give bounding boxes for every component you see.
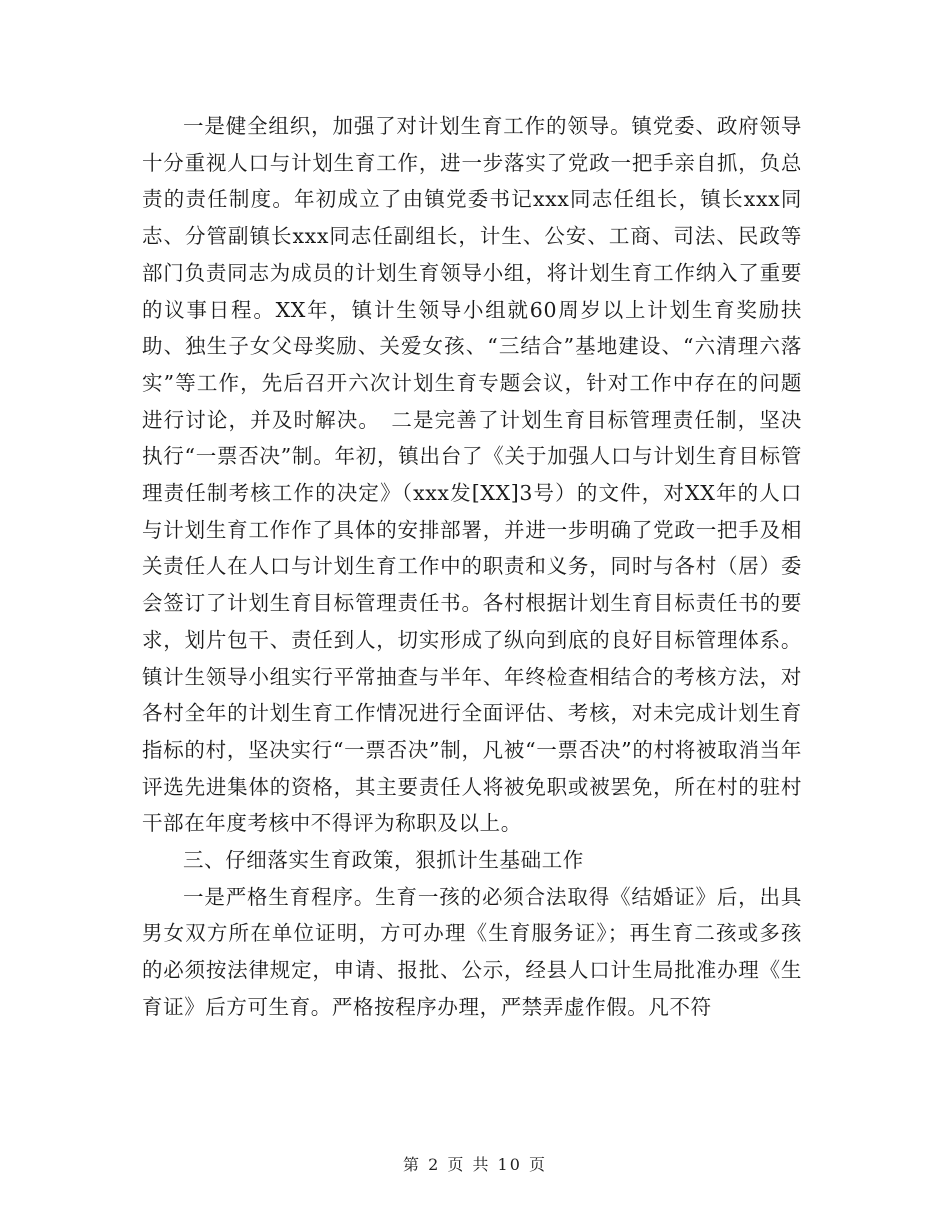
paragraph-birth-procedure: 一是严格生育程序。生育一孩的必须合法取得《结婚证》后，出具男女双方所在单位证明，方可办理《生育服务证》；再生育二孩或多孩的必须按法律规定，申请、报批、公示，经县人口计生局批准办理《生育证》后方可生育。严格按程序办理，严禁弄虚作假。凡不符 — [142, 884, 802, 1019]
page-footer: 第 2 页 共 10 页 — [403, 1155, 547, 1174]
paragraph-organization: 一是健全组织，加强了对计划生育工作的领导。镇党委、政府领导十分重视人口与计划生育工作，进一步落实了党政一把手亲自抓，负总责的责任制度。年初成立了由镇党委书记xxx同志任组长，镇长xxx同志、分管副镇长xxx同志任副组长，计生、公安、工商、司法、民政等部门负责同志为成员的计划生育领导小组，将计划生育工作纳入了重要的议事日程。XX年，镇计生领导小组就60周岁以上计划生育奖励扶助、独生子女父母奖励、关爱女孩、“三结合”基地建设、“六清理六落实”等工作，先后召开六次计划生育专题会议，针对工作中存在的问题进行讨论，并及时解决。 二是完善了计划生育目标管理责任制，坚决执行“一票否决”制。年初，镇出台了《关于加强人口与计划生育目标管理责任制考核工作的决定》（xxx发[XX]3号）的文件，对XX年的人口与计划生育工作作了具体的安排部署，并进一步明确了党政一把手及相关责任人在人口与计划生育工作中的职责和义务，同时与各村（居）委会签订了计划生育目标管理责任书。各村根据计划生育目标责任书的要求，划片包干、责任到人，切实形成了纵向到底的良好目标管理体系。镇计生领导小组实行平常抽查与半年、年终检查相结合的考核方法，对各村全年的计划生育工作情况进行全面评估、考核，对未完成计划生育指标的村，坚决实行“一票否决”制，凡被“一票否决”的村将被取消当年评选先进集体的资格，其主要责任人将被免职或被罢免，所在村的驻村干部在年度考核中不得评为称职及以上。 — [142, 114, 802, 836]
section-heading: 三、仔细落实生育政策，狠抓计生基础工作 — [183, 848, 584, 873]
document-body — [142, 108, 802, 1026]
